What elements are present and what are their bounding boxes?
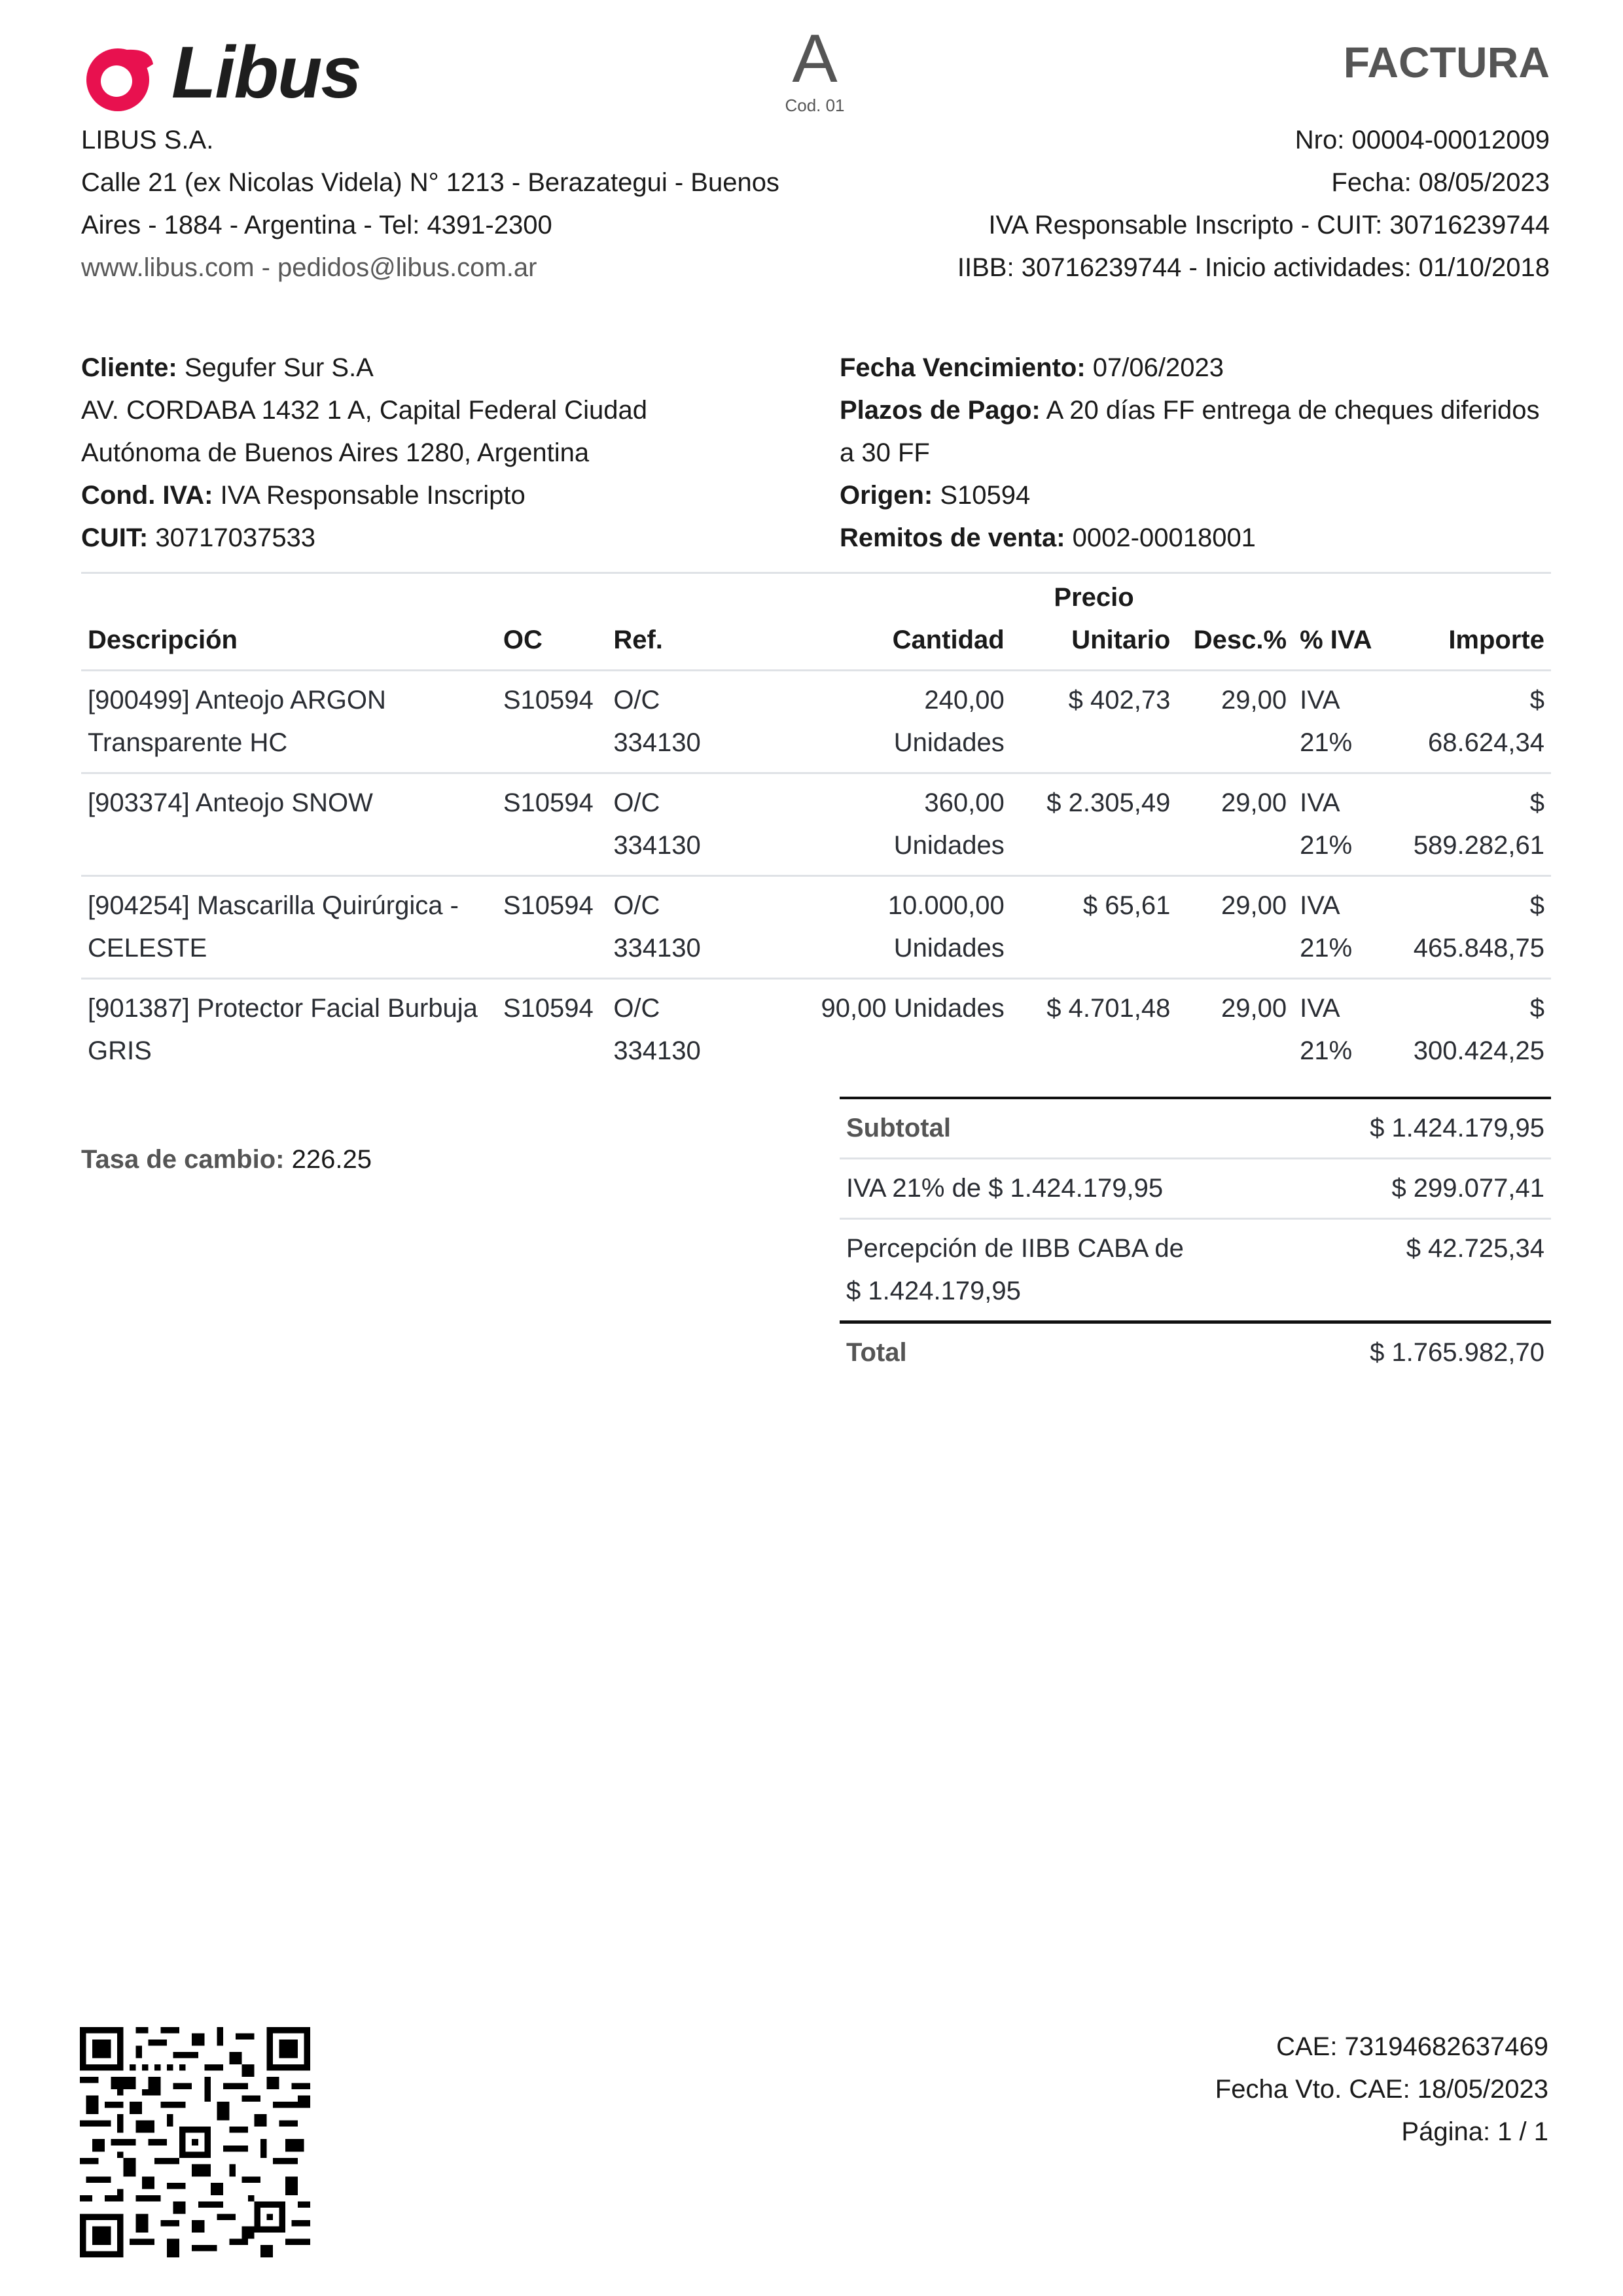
- table-header-row: [81, 573, 1551, 670]
- item-description: [904254] Mascarilla Quirúrgica - CELESTE: [88, 891, 459, 963]
- table-row: [81, 670, 1551, 773]
- item-quantity: 10.000,00 Unidades: [887, 891, 1005, 963]
- item-unit-price: $ 4.701,48: [1046, 993, 1171, 1023]
- item-discount: 29,00: [1221, 891, 1287, 920]
- invoice-code: Cod. 01: [785, 96, 845, 115]
- company-name: LIBUS S.A.: [81, 126, 214, 154]
- item-ref: O/C 334130: [613, 891, 701, 963]
- header-ref: Ref.: [613, 625, 663, 654]
- item-iva: IVA 21%: [1300, 685, 1353, 757]
- document-title: FACTURA: [1343, 38, 1550, 86]
- invoice-letter: A: [792, 21, 838, 97]
- item-oc: S10594: [503, 993, 594, 1023]
- iva-value: $ 299.077,41: [1391, 1174, 1544, 1203]
- company-address-line1: Calle 21 (ex Nicolas Videla) N° 1213 - Berazategui - Buenos: [81, 168, 779, 197]
- item-amount: $ 465.848,75: [1413, 891, 1544, 963]
- header-oc: OC: [503, 625, 543, 654]
- client-cuit-label: CUIT:: [81, 523, 149, 552]
- item-unit-price: $ 402,73: [1068, 685, 1171, 715]
- item-oc: S10594: [503, 891, 594, 920]
- invoice-number: Nro: 00004-00012009: [1294, 126, 1550, 154]
- page-number: Página: 1 / 1: [1401, 2117, 1548, 2146]
- item-iva: IVA 21%: [1300, 993, 1353, 1065]
- item-ref: O/C 334130: [613, 788, 701, 860]
- item-quantity: 240,00 Unidades: [893, 685, 1005, 757]
- header-unit-price-line1: Precio: [1054, 582, 1134, 612]
- origin-value: S10594: [940, 481, 1031, 510]
- tax-status: IVA Responsable Inscripto - CUIT: 30716239744: [988, 211, 1550, 239]
- payment-terms-line: [840, 389, 1556, 474]
- items-table: [81, 573, 1551, 1080]
- client-iva-line: [81, 474, 775, 517]
- item-oc: S10594: [503, 685, 594, 715]
- subtotal-value: $ 1.424.179,95: [1370, 1114, 1544, 1142]
- item-description: [900499] Anteojo ARGON Transparente HC: [88, 685, 386, 757]
- exchange-rate-value: 226.25: [291, 1145, 372, 1174]
- cae-info: [1215, 2026, 1548, 2153]
- remitos-line: [840, 517, 1556, 559]
- table-row: [81, 773, 1551, 875]
- iibb-info: IIBB: 30716239744 - Inicio actividades: 01/10/2018: [957, 253, 1550, 282]
- origin-line: [840, 474, 1556, 517]
- item-amount: $ 300.424,25: [1413, 993, 1544, 1065]
- item-description: [901387] Protector Facial Burbuja GRIS: [88, 993, 478, 1065]
- company-web-email: www.libus.com - pedidos@libus.com.ar: [81, 253, 537, 282]
- item-iva: IVA 21%: [1300, 788, 1353, 860]
- client-name-line: [81, 347, 775, 389]
- remitos-label: Remitos de venta:: [840, 523, 1065, 552]
- subtotal-label: Subtotal: [846, 1114, 951, 1142]
- item-quantity: 90,00 Unidades: [821, 993, 1005, 1023]
- cae-due-date: Fecha Vto. CAE: 18/05/2023: [1215, 2075, 1548, 2104]
- invoice-date: Fecha: 08/05/2023: [1331, 168, 1550, 197]
- perception-row: [840, 1219, 1551, 1322]
- iva-label: IVA 21% de $ 1.424.179,95: [846, 1174, 1164, 1203]
- item-description: [903374] Anteojo SNOW: [88, 788, 373, 817]
- totals-table: [840, 1097, 1551, 1382]
- header-amount: Importe: [1448, 625, 1544, 654]
- exchange-rate: [81, 1139, 372, 1181]
- client-iva-value: IVA Responsable Inscripto: [220, 481, 526, 510]
- due-date-label: Fecha Vencimiento:: [840, 353, 1086, 382]
- total-row: [840, 1322, 1551, 1383]
- company-info: [81, 119, 779, 289]
- item-ref: O/C 334130: [613, 993, 701, 1065]
- total-value: $ 1.765.982,70: [1370, 1338, 1544, 1367]
- client-cuit-line: [81, 517, 775, 559]
- item-unit-price: $ 2.305,49: [1046, 788, 1171, 817]
- item-iva: IVA 21%: [1300, 891, 1353, 963]
- table-row: [81, 978, 1551, 1080]
- cae-number: CAE: 73194682637469: [1276, 2032, 1548, 2061]
- qr-code-icon: [80, 2027, 310, 2257]
- table-row: [81, 875, 1551, 978]
- item-amount: $ 589.282,61: [1413, 788, 1544, 860]
- header-unit-price: [1011, 573, 1177, 670]
- subtotal-row: [840, 1098, 1551, 1159]
- item-quantity: 360,00 Unidades: [893, 788, 1005, 860]
- header-iva: % IVA: [1300, 625, 1372, 654]
- payment-terms: [840, 347, 1556, 559]
- payment-terms-label: Plazos de Pago:: [840, 396, 1041, 425]
- header-unit-price-line2: Unitario: [1071, 625, 1171, 654]
- perception-label: Percepción de IIBB CABA de $ 1.424.179,95: [846, 1234, 1184, 1305]
- item-discount: 29,00: [1221, 788, 1287, 817]
- client-info: [81, 347, 775, 559]
- client-cuit-value: 30717037533: [155, 523, 316, 552]
- client-iva-label: Cond. IVA:: [81, 481, 213, 510]
- item-oc: S10594: [503, 788, 594, 817]
- header-discount: Desc.%: [1193, 625, 1287, 654]
- origin-label: Origen:: [840, 481, 933, 510]
- logo-wordmark: Libus: [171, 31, 361, 113]
- perception-value: $ 42.725,34: [1406, 1234, 1544, 1263]
- iva-row: [840, 1159, 1551, 1219]
- document-info: [957, 119, 1550, 289]
- due-date-line: [840, 347, 1556, 389]
- header-quantity: Cantidad: [892, 625, 1005, 654]
- exchange-rate-label: Tasa de cambio:: [81, 1145, 285, 1174]
- item-discount: 29,00: [1221, 993, 1287, 1023]
- item-unit-price: $ 65,61: [1082, 891, 1171, 920]
- remitos-value: 0002-00018001: [1072, 523, 1256, 552]
- payment-terms-value: A 20 días FF entrega de cheques diferidos a 30 FF: [840, 396, 1540, 467]
- company-address-line2: Aires - 1884 - Argentina - Tel: 4391-2300: [81, 211, 552, 239]
- item-discount: 29,00: [1221, 685, 1287, 715]
- client-address: AV. CORDABA 1432 1 A, Capital Federal Ciudad Autónoma de Buenos Aires 1280, Argentina: [81, 396, 647, 467]
- item-ref: O/C 334130: [613, 685, 701, 757]
- header-description: Descripción: [88, 625, 238, 654]
- item-amount: $ 68.624,34: [1428, 685, 1544, 757]
- due-date-value: 07/06/2023: [1092, 353, 1224, 382]
- client-name: Segufer Sur S.A: [184, 353, 374, 382]
- client-label: Cliente:: [81, 353, 177, 382]
- total-label: Total: [846, 1338, 907, 1367]
